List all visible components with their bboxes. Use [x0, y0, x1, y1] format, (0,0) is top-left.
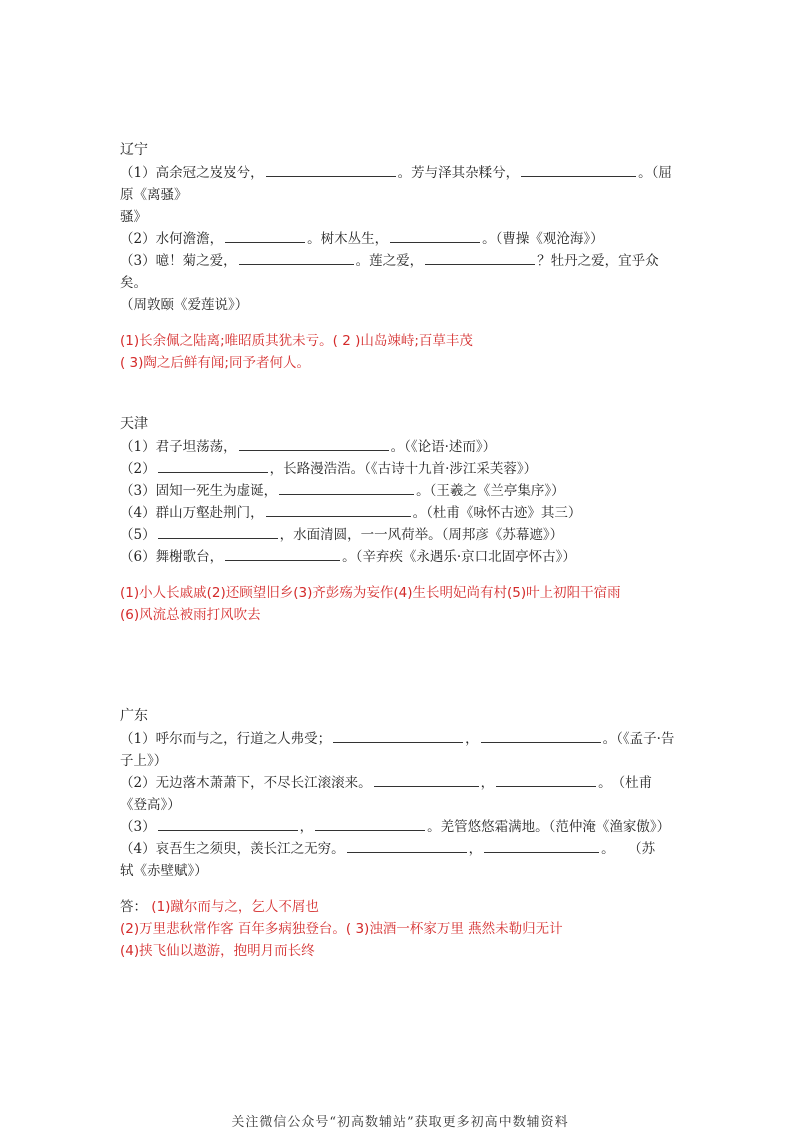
answer-line: (1)小人长戚戚(2)还顾望旧乡(3)齐彭殇为妄作(4)生长明妃尚有村(5)叶上初阳干宿雨 — [120, 585, 621, 601]
question-5: （5） ，水面清圆，一一风荷举。（周邦彦《苏幕遮》） — [120, 524, 685, 546]
question-4: （4）哀吾生之须臾，羡长江之无穷。 ， 。 （苏 — [120, 838, 685, 860]
question-4: （4）群山万壑赴荆门， 。（杜甫《咏怀古迹》其三） — [120, 502, 685, 524]
answer-line: 答： (1)蹴尔而与之，乞人不屑也 — [120, 899, 319, 915]
question-1: （1）高余冠之岌岌兮， 。芳与泽其杂糅兮， 。（屈原《离骚》 — [120, 162, 685, 206]
answer-block — [120, 582, 685, 626]
answer-blank[interactable] — [425, 250, 535, 265]
answer-blank[interactable] — [347, 838, 467, 853]
question-3: （3）固知一死生为虚诞， 。（王羲之《兰亭集序》） — [120, 480, 685, 502]
question-1-cont: 子上》） — [120, 753, 168, 769]
answer-block — [120, 330, 685, 374]
question-1-cont: 骚》 — [120, 209, 147, 225]
answer-blank[interactable] — [239, 436, 389, 451]
footer-note: 关注微信公众号“初高数辅站”获取更多初高中数辅资料 — [231, 1115, 569, 1130]
section-tianjin — [120, 414, 685, 626]
answer-line: (2)万里悲秋常作客 百年多病独登台。( 3)浊酒一杯家万里 燕然未勒归无计 — [120, 921, 563, 937]
section-heading: 广东 — [120, 708, 148, 724]
answer-blank[interactable] — [158, 524, 278, 539]
question-3-source: （周敦颐《爱莲说》） — [120, 297, 249, 313]
answer-blank[interactable] — [484, 838, 599, 853]
question-6: （6）舞榭歌台， 。（辛弃疾《永遇乐·京口北固亭怀古》） — [120, 546, 685, 568]
answer-blank[interactable] — [333, 728, 463, 743]
answer-prefix: 答： — [120, 899, 147, 915]
section-guangdong — [120, 706, 685, 962]
section-heading: 天津 — [120, 416, 148, 432]
answer-line: (4)挟飞仙以遨游，抱明月而长终 — [120, 943, 315, 959]
answer-blank[interactable] — [496, 772, 596, 787]
answer-blank[interactable] — [266, 502, 411, 517]
question-4-cont: 轼《赤壁赋》） — [120, 863, 208, 879]
answer-blank[interactable] — [239, 250, 354, 265]
question-1: （1）君子坦荡荡， 。（《论语·述而》） — [120, 436, 685, 458]
answer-blank[interactable] — [390, 228, 480, 243]
answer-line: (6)风流总被雨打风吹去 — [120, 607, 261, 623]
answer-blank[interactable] — [279, 480, 414, 495]
question-2-cont: 《登高》） — [120, 797, 181, 813]
question-2: （2）无边落木萧萧下，不尽长江滚滚来。 ， 。 （杜甫 — [120, 772, 685, 794]
question-3: （3） ， 。羌管悠悠霜满地。（范仲淹《渔家傲》） — [120, 816, 685, 838]
answer-blank[interactable] — [225, 228, 305, 243]
answer-blank[interactable] — [158, 458, 268, 473]
question-1: （1）呼尔而与之，行道之人弗受； ， 。（《孟子·告 — [120, 728, 685, 750]
answer-blank[interactable] — [521, 162, 636, 177]
answer-blank[interactable] — [266, 162, 396, 177]
question-2: （2）水何澹澹， 。树木丛生， 。（曹操《观沧海》） — [120, 228, 685, 250]
section-heading: 辽宁 — [120, 142, 148, 158]
answer-line: ( 3)陶之后鲜有闻;同予者何人。 — [120, 355, 310, 371]
question-2: （2） ，长路漫浩浩。（《古诗十九首·涉江采芙蓉》） — [120, 458, 685, 480]
question-3: （3）噫！菊之爱， 。莲之爱， ？牡丹之爱，宜乎众矣。 — [120, 250, 685, 294]
answer-blank[interactable] — [481, 728, 601, 743]
answer-blank[interactable] — [158, 816, 298, 831]
answer-blank[interactable] — [374, 772, 479, 787]
answer-blank[interactable] — [225, 546, 340, 561]
answer-blank[interactable] — [315, 816, 425, 831]
answer-block — [120, 896, 685, 962]
answer-line: (1)长余佩之陆离;唯昭质其犹未亏。( 2 )山岛竦峙;百草丰茂 — [120, 333, 473, 349]
section-liaoning — [120, 140, 685, 374]
